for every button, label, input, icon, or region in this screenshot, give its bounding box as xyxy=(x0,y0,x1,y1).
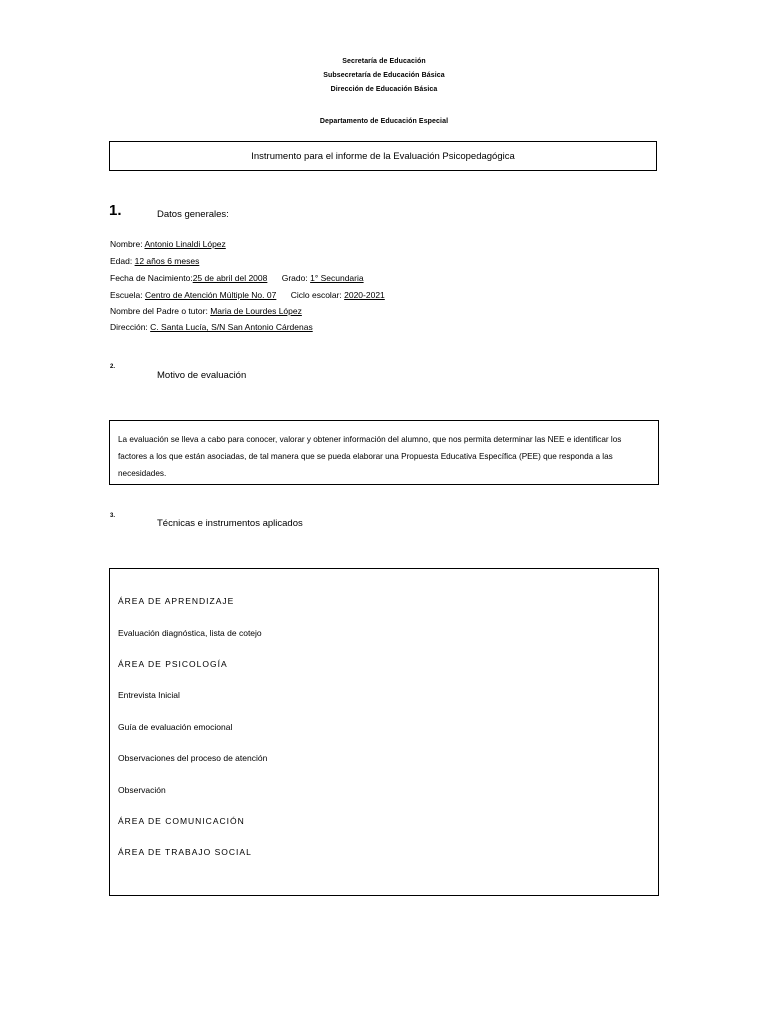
area-trabajo-social: ÁREA DE TRABAJO SOCIAL xyxy=(118,847,252,857)
edad-label: Edad: xyxy=(110,256,133,266)
nombre-label: Nombre: xyxy=(110,239,143,249)
escuela-value: Centro de Atención Múltiple No. 07 xyxy=(144,290,277,300)
area-psicologia: ÁREA DE PSICOLOGÍA xyxy=(118,659,228,669)
field-escuela-ciclo xyxy=(110,290,385,300)
direccion-label: Dirección: xyxy=(110,322,148,332)
padre-label: Nombre del Padre o tutor: xyxy=(110,306,208,316)
tecnica-observaciones-atencion: Observaciones del proceso de atención xyxy=(118,753,268,763)
area-aprendizaje: ÁREA DE APRENDIZAJE xyxy=(118,596,235,606)
padre-value: Maria de Lourdes López xyxy=(210,306,302,316)
section1-title: Datos generales: xyxy=(157,209,229,220)
section2-title: Motivo de evaluación xyxy=(157,370,247,381)
header-secretaria: Secretaría de Educación xyxy=(342,58,426,65)
escuela-label: Escuela: xyxy=(110,290,143,300)
nombre-value: Antonio Linaldi López xyxy=(144,239,226,249)
section3-number: 3. xyxy=(110,513,116,519)
tecnica-guia-emocional: Guía de evaluación emocional xyxy=(118,722,233,732)
grado-value: 1° Secundaria xyxy=(310,273,364,283)
fecha-value: 25 de abril del 2008 xyxy=(192,273,268,283)
motivo-text: La evaluación se lleva a cabo para conocer, valorar y obtener información del alumno, que nos permita determinar las NEE e identificar los factores a los que están asociadas, de tal manera que se pueda elaborar una Propuesta Educativa Específica (PEE) que responda a las necesidades. xyxy=(118,435,622,478)
grado-label: Grado: xyxy=(281,273,308,283)
field-padre xyxy=(110,306,302,316)
field-nombre xyxy=(110,239,226,249)
fecha-label: Fecha de Nacimiento: xyxy=(110,273,193,283)
edad-value: 12 años 6 meses xyxy=(134,256,200,266)
ciclo-value: 2020-2021 xyxy=(344,290,385,300)
tecnica-evaluacion-diagnostica: Evaluación diagnóstica, lista de cotejo xyxy=(118,628,262,638)
field-fecha-grado xyxy=(110,273,364,283)
header-departamento: Departamento de Educación Especial xyxy=(319,118,449,125)
tecnicas-box xyxy=(109,568,659,896)
tecnica-observacion: Observación xyxy=(118,785,166,795)
direccion-value: C. Santa Lucía, S/N San Antonio Cárdenas xyxy=(150,322,313,332)
section1-number: 1. xyxy=(109,202,122,219)
header-subsecretaria: Subsecretaría de Educación Básica xyxy=(323,72,445,79)
document-title-box xyxy=(109,141,657,171)
field-edad xyxy=(110,256,199,266)
area-comunicacion: ÁREA DE COMUNICACIÓN xyxy=(118,816,245,826)
section3-title: Técnicas e instrumentos aplicados xyxy=(157,518,303,529)
field-direccion xyxy=(110,322,313,332)
header-direccion: Dirección de Educación Básica xyxy=(330,86,438,93)
motivo-box xyxy=(109,420,659,485)
document-title: Instrumento para el informe de la Evaluación Psicopedagógica xyxy=(251,150,515,162)
tecnica-entrevista-inicial: Entrevista Inicial xyxy=(118,690,180,700)
section2-number: 2. xyxy=(110,364,116,370)
ciclo-label: Ciclo escolar: xyxy=(290,290,342,300)
